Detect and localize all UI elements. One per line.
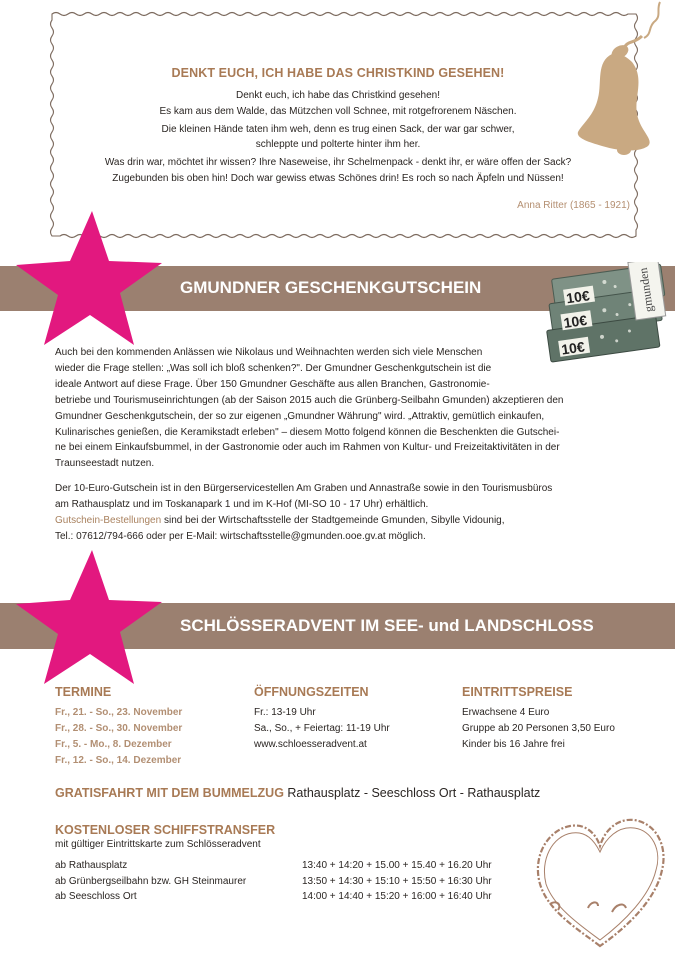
date-item: Fr., 21. - So., 23. November xyxy=(55,707,183,718)
advent-heading: SCHLÖSSERADVENT IM SEE- und LANDSCHLOSS xyxy=(180,616,594,635)
voucher-value: 10€ xyxy=(560,338,586,358)
bell-icon xyxy=(568,0,668,160)
gratisfahrt-route: Rathausplatz - Seeschloss Ort - Rathausplatz xyxy=(283,786,541,800)
gratisfahrt-label: GRATISFAHRT MIT DEM BUMMELZUG xyxy=(55,786,284,800)
poem-line: Die kleinen Hände taten ihm weh, denn es trug einen Sack, der war gar schwer, xyxy=(161,123,515,135)
price-item: Gruppe ab 20 Personen 3,50 Euro xyxy=(462,723,615,734)
gutschein-heading: GMUNDNER GESCHENKGUTSCHEIN xyxy=(180,278,482,297)
voucher-brand: gmunden xyxy=(635,266,656,314)
poem-text xyxy=(62,88,614,187)
schiffstransfer-subtitle: mit gültiger Eintrittskarte zum Schlösseradvent xyxy=(55,839,261,850)
text-line: Der 10-Euro-Gutschein ist in den Bürgerservicestellen Am Graben und Annastraße sowie in den Tourismusbüros xyxy=(55,483,553,494)
poem-line: schleppte und polterte hinter ihm her. xyxy=(255,139,421,151)
transfer-from: ab Grünbergseilbahn bzw. GH Steinmaurer xyxy=(55,875,247,887)
transfer-times: 13:40 + 14:20 + 15.00 + 15.40 + 16.20 Uhr xyxy=(302,860,492,871)
hours-item: Sa., So., + Feiertag: 11-19 Uhr xyxy=(254,723,390,734)
order-text: sind bei der Wirtschaftsstelle der Stadtgemeinde Gmunden, Sibylle Vidounig, xyxy=(161,514,505,526)
heart-icon xyxy=(530,808,670,953)
text-line: Auch bei den kommenden Anlässen wie Nikolaus und Weihnachten werden sich viele Menschen xyxy=(55,347,483,358)
voucher-value: 10€ xyxy=(562,311,588,331)
schiffstransfer-table xyxy=(55,858,535,905)
transfer-from: ab Rathausplatz xyxy=(55,860,128,871)
text-line: Traunseestadt nutzen. xyxy=(55,458,155,470)
poem-line: Denkt euch, ich habe das Christkind gesehen! xyxy=(235,90,440,101)
poem-line: Es kam aus dem Walde, das Mützchen voll Schnee, mit rotgefrorenem Näschen. xyxy=(159,105,517,117)
order-link[interactable]: Gutschein-Bestellungen xyxy=(55,514,162,526)
poem-author: Anna Ritter (1865 - 1921) xyxy=(517,200,630,211)
transfer-times: 14:00 + 14:40 + 15:20 + 16:00 + 16:40 Uhr xyxy=(302,891,492,902)
text-line: Gmundner Geschenkgutschein, der so zur eigenen „Gmundner Währung" wird. „Attraktiv, gemütlich einkaufen, xyxy=(55,410,545,422)
hours-item: Fr.: 13-19 Uhr xyxy=(254,707,316,718)
table-row xyxy=(55,874,535,890)
poem-title: DENKT EUCH, ICH HABE DAS CHRISTKIND GESEHEN! xyxy=(171,66,505,80)
gutschein-paragraph-2 xyxy=(55,481,635,545)
text-line: betriebe und Tourismuseinrichtungen (ab der Saison 2015 auch die Grünberg-Seilbahn Gmunden) akzeptieren den xyxy=(55,394,564,406)
table-row xyxy=(55,858,535,874)
text-line: am Rathausplatz und im Toskanapark 1 und im K-Hof (MI-SO 10 - 17 Uhr) erhältlich. xyxy=(55,498,429,510)
oeffnungszeiten-heading: ÖFFNUNGSZEITEN xyxy=(254,685,369,699)
schiffstransfer-heading: KOSTENLOSER SCHIFFSTRANSFER xyxy=(55,823,276,837)
price-item: Erwachsene 4 Euro xyxy=(462,707,550,718)
oeffnungszeiten-list xyxy=(254,705,390,753)
termine-list xyxy=(55,705,182,769)
termine-heading: TERMINE xyxy=(55,685,112,699)
text-line: ne bei einem Einkaufsbummel, in der Gastronomie oder auch im Rahmen von Kultur- und Freizeitaktivitäten in der xyxy=(55,442,560,454)
star-icon xyxy=(14,546,164,688)
gratisfahrt-line xyxy=(55,786,540,800)
order-line xyxy=(55,513,635,529)
date-item: Fr., 12. - So., 14. Dezember xyxy=(55,755,182,766)
poem-line: Was drin war, möchtet ihr wissen? Ihre Naseweise, ihr Schelmenpack - denkt ihr, er wäre offen der Sack? xyxy=(104,157,572,169)
voucher-value: 10€ xyxy=(565,287,591,307)
transfer-times: 13:50 + 14:30 + 15:10 + 15:50 + 16:30 Uhr xyxy=(302,875,492,887)
website-link[interactable]: www.schloesseradvent.at xyxy=(254,739,367,750)
table-row xyxy=(55,889,535,905)
text-line: wieder die Frage stellen: „Was soll ich bloß schenken?". Der Gmundner Geschenkgutschein ist die xyxy=(55,362,492,374)
gutschein-paragraph-1 xyxy=(55,345,635,472)
contact-line: Tel.: 07612/794-666 oder per E-Mail: wirtschaftsstelle@gmunden.ooe.gv.at möglich. xyxy=(55,530,426,542)
text-line: Kulinarisches genießen, die Keramikstadt erleben" – diesem Motto folgend können die Beschenkten die Gutschei- xyxy=(55,426,560,438)
eintrittspreise-list xyxy=(462,705,615,753)
price-item: Kinder bis 16 Jahre frei xyxy=(462,739,565,750)
transfer-from: ab Seeschloss Ort xyxy=(55,891,137,902)
poem-line: Zugebunden bis oben hin! Doch war gewiss etwas Schönes drin! Es roch so nach Äpfeln und Nüssen! xyxy=(112,172,564,184)
eintrittspreise-heading: EINTRITTSPREISE xyxy=(462,685,573,699)
star-icon xyxy=(14,207,164,349)
date-item: Fr., 28. - So., 30. November xyxy=(55,723,183,734)
date-item: Fr., 5. - Mo., 8. Dezember xyxy=(55,739,172,750)
text-line: ideale Antwort auf diese Frage. Über 150 Gmundner Geschäfte aus allen Branchen, Gastronomie- xyxy=(55,378,490,390)
